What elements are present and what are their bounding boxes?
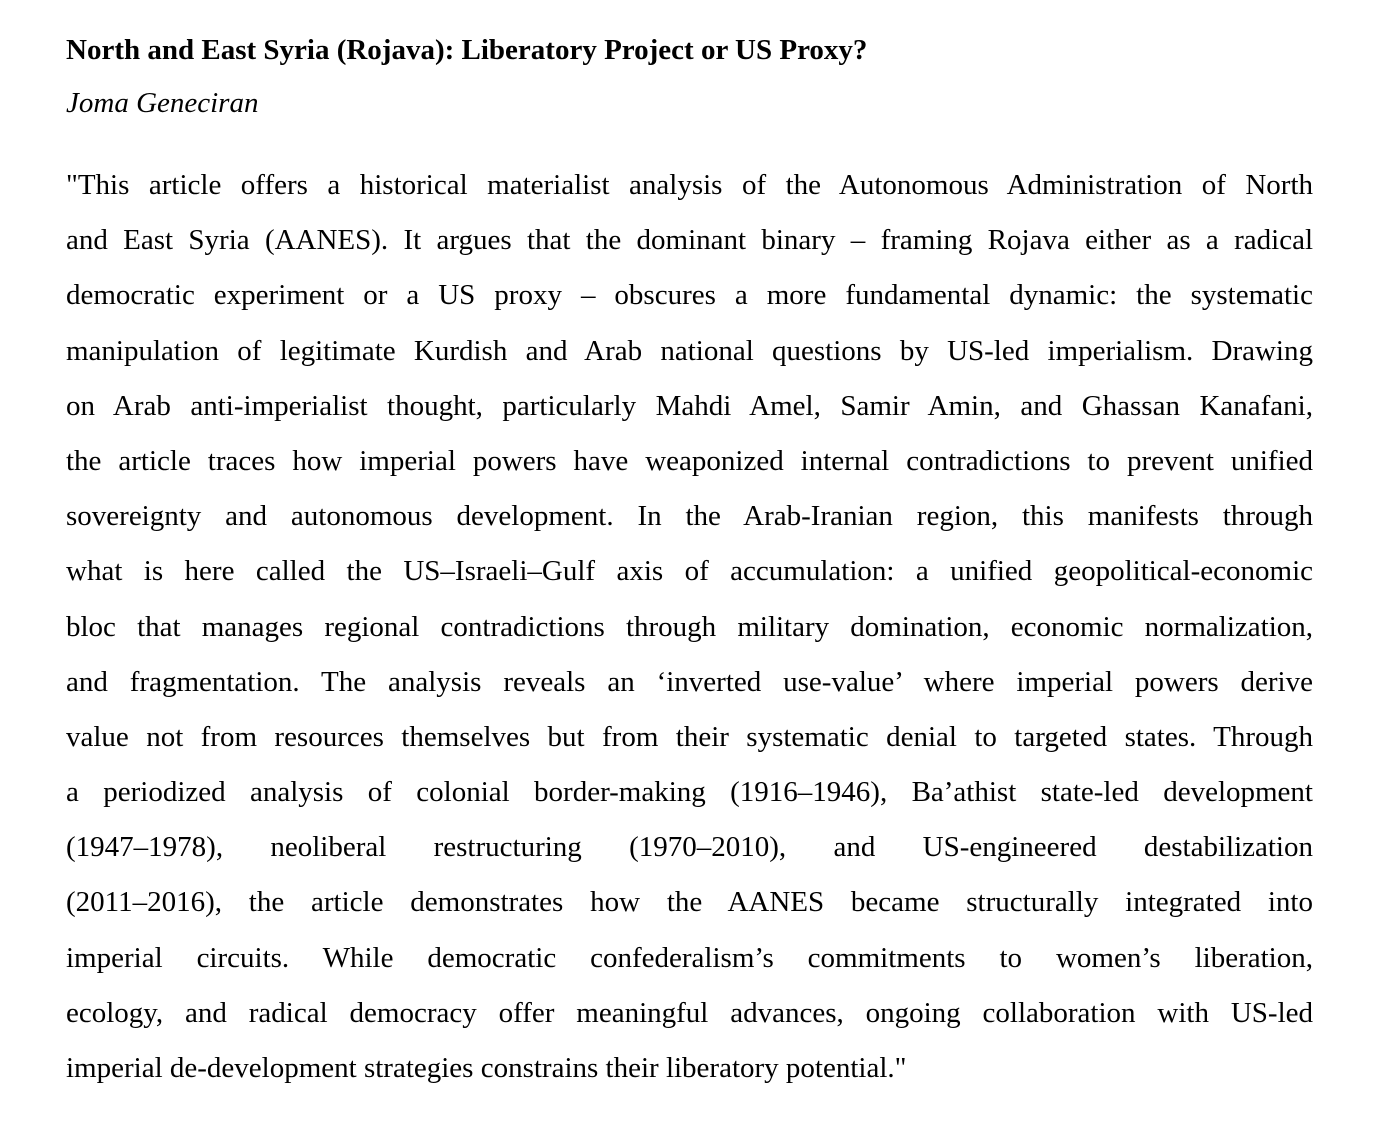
abstract-line: democratic experiment or a US proxy – obscures a more fundamental dynamic: the systematic bbox=[66, 279, 1313, 312]
abstract-line: what is here called the US–Israeli–Gulf axis of accumulation: a unified geopolitical-economic bbox=[66, 555, 1313, 588]
abstract-line: (1947–1978), neoliberal restructuring (1970–2010), and US-engineered destabilization bbox=[66, 831, 1313, 864]
abstract-line: a periodized analysis of colonial border-making (1916–1946), Ba’athist state-led development bbox=[66, 776, 1313, 809]
abstract-line: value not from resources themselves but from their systematic denial to targeted states. Through bbox=[66, 720, 1313, 753]
abstract-line: the article traces how imperial powers have weaponized internal contradictions to prevent unified bbox=[66, 444, 1313, 477]
abstract-line: ecology, and radical democracy offer meaningful advances, ongoing collaboration with US-led bbox=[66, 996, 1313, 1029]
abstract-line: sovereignty and autonomous development. In the Arab-Iranian region, this manifests through bbox=[66, 500, 1313, 533]
abstract-line: imperial de-development strategies constrains their liberatory potential." bbox=[66, 1052, 907, 1084]
abstract-line: manipulation of legitimate Kurdish and Arab national questions by US-led imperialism. Drawing bbox=[66, 334, 1313, 367]
abstract-line: and East Syria (AANES). It argues that the dominant binary – framing Rojava either as a radical bbox=[66, 224, 1313, 257]
abstract-line: on Arab anti-imperialist thought, particularly Mahdi Amel, Samir Amin, and Ghassan Kanafani, bbox=[66, 389, 1313, 422]
document-page bbox=[66, 30, 1313, 1096]
article-author: Joma Geneciran bbox=[66, 87, 259, 119]
abstract-line: imperial circuits. While democratic confederalism’s commitments to women’s liberation, bbox=[66, 941, 1313, 974]
abstract-line: (2011–2016), the article demonstrates how the AANES became structurally integrated into bbox=[66, 886, 1313, 919]
article-title: North and East Syria (Rojava): Liberatory Project or US Proxy? bbox=[66, 34, 868, 66]
abstract-line: and fragmentation. The analysis reveals an ‘inverted use-value’ where imperial powers derive bbox=[66, 665, 1313, 698]
abstract-line: "This article offers a historical materialist analysis of the Autonomous Administration of North bbox=[66, 169, 1313, 201]
article-abstract bbox=[66, 158, 1313, 1096]
abstract-line: bloc that manages regional contradictions through military domination, economic normalization, bbox=[66, 610, 1313, 643]
